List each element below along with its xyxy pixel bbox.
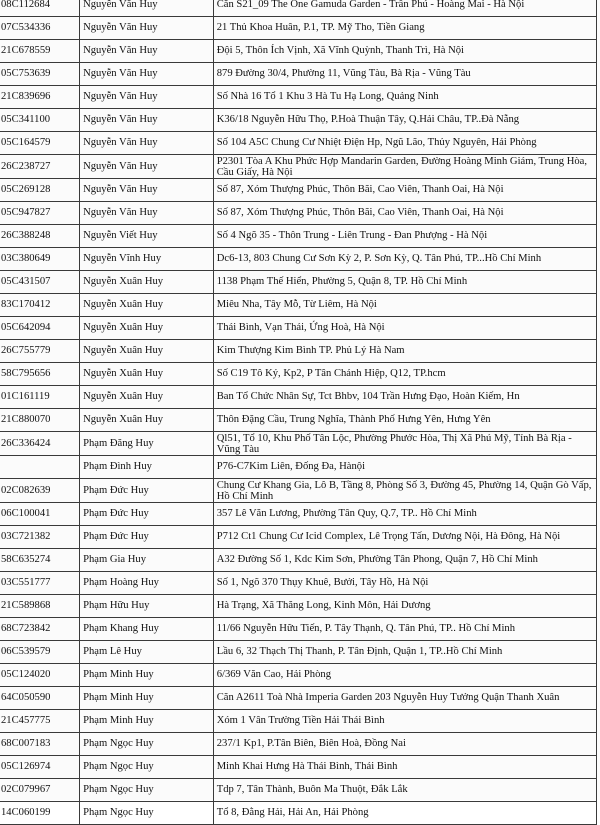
cell-address: Kim Thượng Kim Bình TP. Phủ Lý Hà Nam <box>213 340 596 363</box>
cell-code: 05C642094 <box>0 317 80 340</box>
cell-name: Phạm Ngọc Huy <box>80 802 214 825</box>
table-row <box>0 756 597 779</box>
cell-code: 02C082639 <box>0 479 80 503</box>
cell-address: Số Nhà 16 Tổ 1 Khu 3 Hà Tu Hạ Long, Quảng Ninh <box>213 86 596 109</box>
cell-name: Nguyễn Văn Huy <box>80 202 214 225</box>
cell-address: 1138 Phạm Thế Hiển, Phường 5, Quận 8, TP. Hồ Chí Minh <box>213 271 596 294</box>
table-row <box>0 86 597 109</box>
cell-name: Nguyễn Viết Huy <box>80 225 214 248</box>
cell-name: Nguyễn Văn Huy <box>80 0 214 17</box>
table-row <box>0 340 597 363</box>
cell-name: Nguyễn Văn Huy <box>80 155 214 179</box>
cell-code: 06C539579 <box>0 641 80 664</box>
table-row <box>0 664 597 687</box>
cell-code: 21C839696 <box>0 86 80 109</box>
cell-address: P2301 Tòa A Khu Phức Hợp Mandarin Garden, Đường Hoàng Minh Giám, Trung Hòa, Cầu Giấy, Hà Nội <box>213 155 596 179</box>
cell-name: Nguyễn Vĩnh Huy <box>80 248 214 271</box>
cell-code: 02C079967 <box>0 779 80 802</box>
cell-name: Nguyễn Văn Huy <box>80 17 214 40</box>
table-row <box>0 641 597 664</box>
table-row <box>0 155 597 179</box>
cell-name: Phạm Hoàng Huy <box>80 572 214 595</box>
cell-name: Phạm Minh Huy <box>80 664 214 687</box>
table-row <box>0 618 597 641</box>
cell-address: 21 Thủ Khoa Huân, P.1, TP. Mỹ Tho, Tiền Giang <box>213 17 596 40</box>
cell-code: 21C678559 <box>0 40 80 63</box>
table-row <box>0 40 597 63</box>
cell-name: Phạm Đức Huy <box>80 503 214 526</box>
cell-name: Phạm Minh Huy <box>80 687 214 710</box>
cell-code: 05C431507 <box>0 271 80 294</box>
table-row <box>0 479 597 503</box>
cell-address: Ban Tổ Chức Nhân Sự, Tct Bhbv, 104 Trần Hưng Đạo, Hoàn Kiếm, Hn <box>213 386 596 409</box>
table-row <box>0 179 597 202</box>
cell-address: Thái Bình, Vạn Thái, Ứng Hoà, Hà Nội <box>213 317 596 340</box>
cell-address: Miêu Nha, Tây Mỗ, Từ Liêm, Hà Nội <box>213 294 596 317</box>
table-row <box>0 0 597 17</box>
cell-address: Thôn Đặng Cầu, Trung Nghĩa, Thành Phố Hưng Yên, Hưng Yên <box>213 409 596 432</box>
cell-code: 05C753639 <box>0 63 80 86</box>
cell-address: Lầu 6, 32 Thạch Thị Thanh, P. Tân Định, Quận 1, TP..Hồ Chí Minh <box>213 641 596 664</box>
cell-address: K36/18 Nguyễn Hữu Thọ, P.Hoà Thuận Tây, Q.Hải Châu, TP..Đà Nẵng <box>213 109 596 132</box>
cell-name: Nguyễn Xuân Huy <box>80 294 214 317</box>
table-row <box>0 456 597 479</box>
cell-code: 26C388248 <box>0 225 80 248</box>
cell-code: 21C880070 <box>0 409 80 432</box>
cell-address: Chung Cư Khang Gia, Lô B, Tầng 8, Phòng Số 3, Đường 45, Phường 14, Quận Gò Vấp, Hồ Chí Minh <box>213 479 596 503</box>
cell-code: 21C457775 <box>0 710 80 733</box>
cell-code: 05C124020 <box>0 664 80 687</box>
cell-code: 06C100041 <box>0 503 80 526</box>
table-row <box>0 779 597 802</box>
cell-name: Nguyễn Xuân Huy <box>80 363 214 386</box>
cell-code: 26C755779 <box>0 340 80 363</box>
cell-name: Nguyễn Xuân Huy <box>80 340 214 363</box>
cell-name: Phạm Đình Huy <box>80 456 214 479</box>
table-row <box>0 572 597 595</box>
cell-code: 58C795656 <box>0 363 80 386</box>
cell-code: 14C060199 <box>0 802 80 825</box>
cell-name: Nguyễn Văn Huy <box>80 132 214 155</box>
cell-code: 26C336424 <box>0 432 80 456</box>
table-row <box>0 526 597 549</box>
cell-code: 58C635274 <box>0 549 80 572</box>
cell-code <box>0 456 80 479</box>
cell-address: P76-C7Kim Liên, Đống Đa, Hànội <box>213 456 596 479</box>
cell-address: Tdp 7, Tân Thành, Buôn Ma Thuột, Đắk Lắk <box>213 779 596 802</box>
table-row <box>0 248 597 271</box>
cell-code: 05C269128 <box>0 179 80 202</box>
cell-code: 01C161119 <box>0 386 80 409</box>
cell-name: Phạm Khang Huy <box>80 618 214 641</box>
cell-address: Căn A2611 Toà Nhà Imperia Garden 203 Nguyễn Huy Tưởng Quận Thanh Xuân <box>213 687 596 710</box>
cell-address: Dc6-13, 803 Chung Cư Sơn Kỳ 2, P. Sơn Kỳ, Q. Tân Phú, TP...Hồ Chí Minh <box>213 248 596 271</box>
table-row <box>0 202 597 225</box>
cell-code: 07C534336 <box>0 17 80 40</box>
cell-name: Phạm Ngọc Huy <box>80 733 214 756</box>
table-row <box>0 109 597 132</box>
cell-code: 03C721382 <box>0 526 80 549</box>
table-row <box>0 17 597 40</box>
cell-address: 237/1 Kp1, P.Tân Biên, Biên Hoà, Đồng Nai <box>213 733 596 756</box>
cell-code: 05C341100 <box>0 109 80 132</box>
cell-name: Nguyễn Văn Huy <box>80 109 214 132</box>
table-row <box>0 386 597 409</box>
cell-name: Phạm Lê Huy <box>80 641 214 664</box>
cell-address: Đội 5, Thôn Ích Vịnh, Xã Vĩnh Quỳnh, Thanh Trì, Hà Nội <box>213 40 596 63</box>
cell-address: 6/369 Văn Cao, Hải Phòng <box>213 664 596 687</box>
cell-address: Số 4 Ngõ 35 - Thôn Trung - Liên Trung - Đan Phượng - Hà Nội <box>213 225 596 248</box>
cell-code: 05C126974 <box>0 756 80 779</box>
table-row <box>0 710 597 733</box>
cell-name: Phạm Ngọc Huy <box>80 779 214 802</box>
table-row <box>0 271 597 294</box>
cell-code: 08C112684 <box>0 0 80 17</box>
table-row <box>0 225 597 248</box>
cell-address: 11/66 Nguyễn Hữu Tiến, P. Tây Thạnh, Q. Tân Phú, TP.. Hồ Chí Minh <box>213 618 596 641</box>
table-row <box>0 63 597 86</box>
cell-address: Số 104 A5C Chung Cư Nhiệt Điện Hp, Ngũ Lão, Thủy Nguyên, Hải Phòng <box>213 132 596 155</box>
cell-address: Số 1, Ngõ 370 Thụy Khuê, Bưởi, Tây Hồ, Hà Nội <box>213 572 596 595</box>
cell-name: Nguyễn Văn Huy <box>80 63 214 86</box>
table-row <box>0 132 597 155</box>
cell-address: A32 Đường Số 1, Kdc Kim Sơn, Phường Tân Phong, Quận 7, Hồ Chí Minh <box>213 549 596 572</box>
table-row <box>0 687 597 710</box>
cell-name: Phạm Ngọc Huy <box>80 756 214 779</box>
table-row <box>0 733 597 756</box>
cell-name: Nguyễn Xuân Huy <box>80 386 214 409</box>
table-row <box>0 432 597 456</box>
cell-code: 05C164579 <box>0 132 80 155</box>
cell-name: Nguyễn Văn Huy <box>80 40 214 63</box>
cell-code: 26C238727 <box>0 155 80 179</box>
table-row <box>0 549 597 572</box>
cell-address: Ql51, Tổ 10, Khu Phố Tân Lộc, Phường Phước Hòa, Thị Xã Phú Mỹ, Tỉnh Bà Rịa - Vũng Tàu <box>213 432 596 456</box>
cell-address: Căn S21_09 The One Gamuda Garden - Trần Phú - Hoàng Mai - Hà Nội <box>213 0 596 17</box>
cell-code: 68C723842 <box>0 618 80 641</box>
cell-code: 68C007183 <box>0 733 80 756</box>
cell-code: 83C170412 <box>0 294 80 317</box>
cell-name: Nguyễn Xuân Huy <box>80 409 214 432</box>
cell-name: Phạm Minh Huy <box>80 710 214 733</box>
cell-name: Nguyễn Xuân Huy <box>80 271 214 294</box>
table-row <box>0 317 597 340</box>
cell-address: Số C19 Tô Ký, Kp2, P Tân Chánh Hiệp, Q12, TP.hcm <box>213 363 596 386</box>
cell-name: Phạm Gia Huy <box>80 549 214 572</box>
cell-address: Xóm 1 Vân Trường Tiền Hải Thái Bình <box>213 710 596 733</box>
cell-address: 357 Lê Văn Lương, Phường Tân Quy, Q.7, TP.. Hồ Chí Minh <box>213 503 596 526</box>
table-row <box>0 503 597 526</box>
table-row <box>0 363 597 386</box>
cell-address: P712 Ct1 Chung Cư Icid Complex, Lê Trọng Tấn, Dương Nội, Hà Đông, Hà Nội <box>213 526 596 549</box>
table-row <box>0 409 597 432</box>
cell-address: Tổ 8, Đằng Hải, Hải An, Hải Phòng <box>213 802 596 825</box>
cell-address: 879 Đường 30/4, Phường 11, Vũng Tàu, Bà Rịa - Vũng Tàu <box>213 63 596 86</box>
cell-address: Số 87, Xóm Thượng Phúc, Thôn Bãi, Cao Viên, Thanh Oai, Hà Nội <box>213 179 596 202</box>
cell-name: Phạm Đức Huy <box>80 526 214 549</box>
table-row <box>0 595 597 618</box>
cell-name: Nguyễn Văn Huy <box>80 86 214 109</box>
cell-name: Nguyễn Xuân Huy <box>80 317 214 340</box>
cell-name: Nguyễn Văn Huy <box>80 179 214 202</box>
table-row <box>0 802 597 825</box>
cell-code: 64C050590 <box>0 687 80 710</box>
cell-code: 03C551777 <box>0 572 80 595</box>
cell-code: 21C589868 <box>0 595 80 618</box>
cell-address: Số 87, Xóm Thượng Phúc, Thôn Bãi, Cao Viên, Thanh Oai, Hà Nội <box>213 202 596 225</box>
cell-code: 03C380649 <box>0 248 80 271</box>
cell-address: Minh Khai Hưng Hà Thái Bình, Thái Bình <box>213 756 596 779</box>
cell-code: 05C947827 <box>0 202 80 225</box>
cell-name: Phạm Đăng Huy <box>80 432 214 456</box>
cell-name: Phạm Hữu Huy <box>80 595 214 618</box>
cell-address: Hà Trạng, Xã Thăng Long, Kinh Môn, Hải Dương <box>213 595 596 618</box>
cell-name: Phạm Đức Huy <box>80 479 214 503</box>
table-row <box>0 294 597 317</box>
